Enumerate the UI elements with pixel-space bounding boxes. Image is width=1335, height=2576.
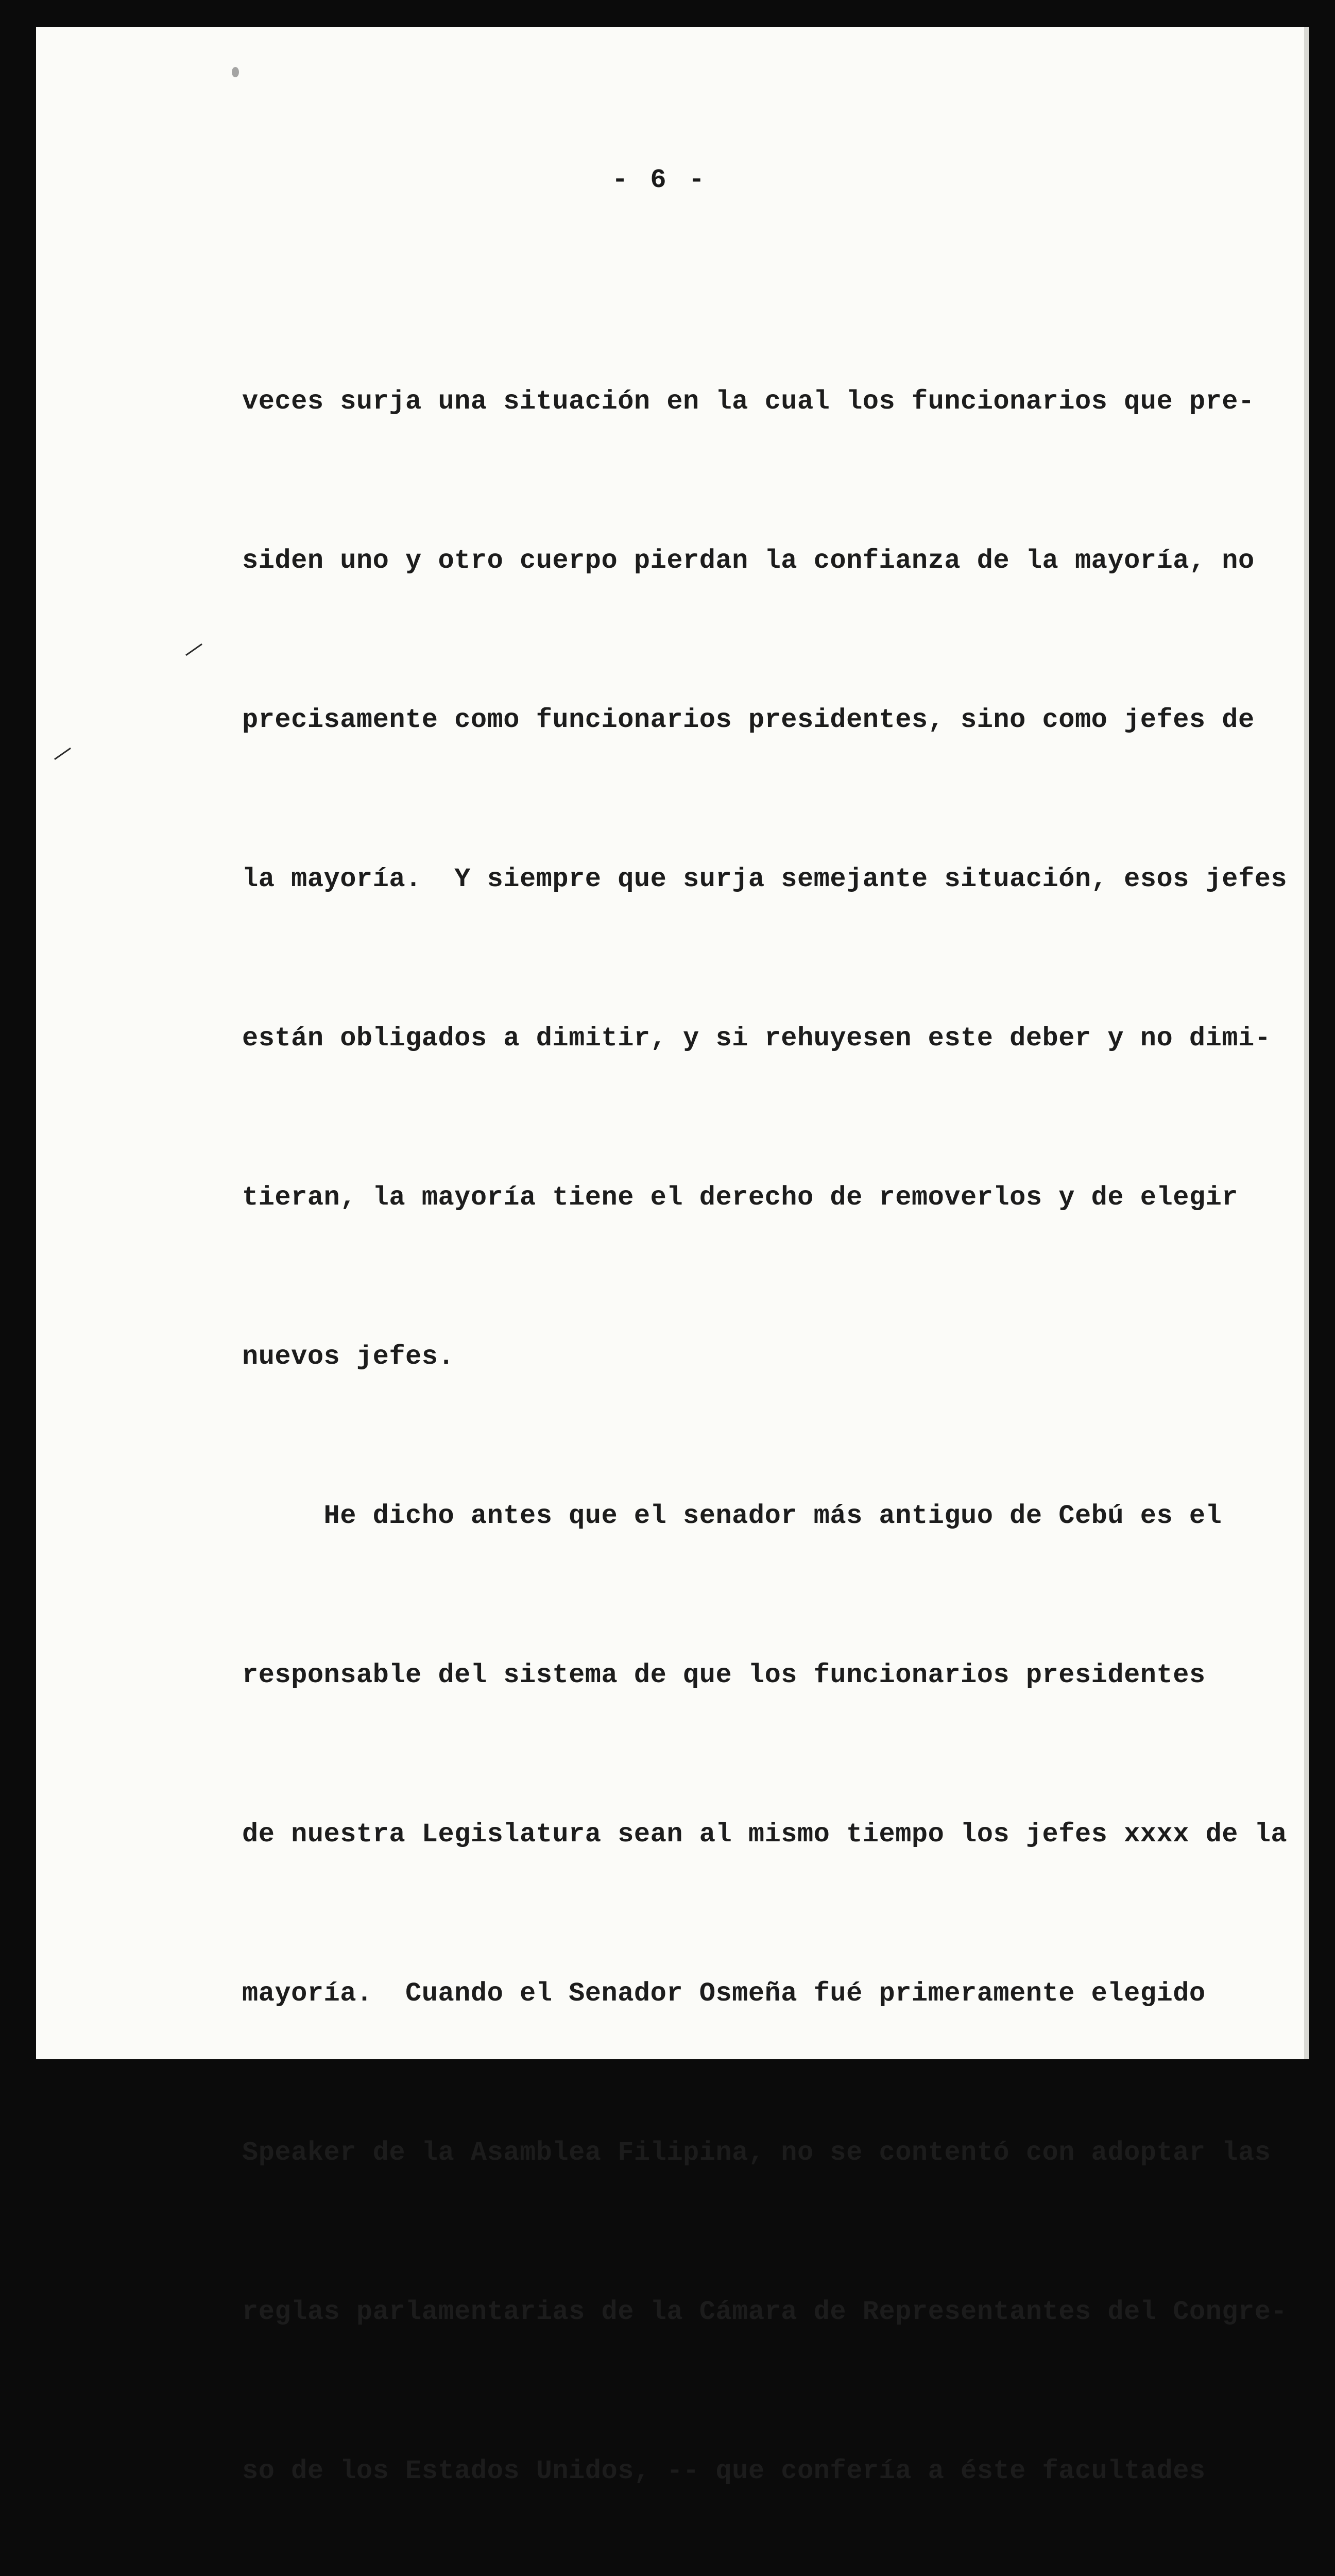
text-line: Speaker de la Asamblea Filipina, no se contentó con adoptar las <box>242 2138 1271 2168</box>
text-line: la mayoría. Y siempre que surja semejante situación, esos jefes <box>242 864 1288 894</box>
text-line: mayoría. Cuando el Senador Osmeña fué primeramente elegido <box>242 1978 1206 2009</box>
margin-mark <box>54 748 71 760</box>
text-line: He dicho antes que el senador más antiguo de Cebú es el <box>242 1501 1222 1531</box>
text-line: tieran, la mayoría tiene el derecho de removerlos y de elegir <box>242 1182 1239 1213</box>
document-body <box>242 269 1303 2576</box>
text-line: están obligados a dimitir, y si rehuyesen este deber y no dimi- <box>242 1023 1271 1054</box>
text-line: veces surja una situación en la cual los funcionarios que pre- <box>242 386 1255 417</box>
text-line: so de los Estados Unidos, -- que confería a éste facultades <box>242 2456 1206 2486</box>
text-line: reglas parlamentarias de la Cámara de Representantes del Congre- <box>242 2297 1288 2327</box>
page-number: - 6 - <box>611 165 708 195</box>
paper-speck <box>232 67 239 77</box>
text-line: nuevos jefes. <box>242 1342 455 1372</box>
document-page <box>36 27 1309 2486</box>
text-line: responsable del sistema de que los funcionarios presidentes <box>242 1660 1206 1690</box>
text-line: siden uno y otro cuerpo pierdan la confianza de la mayoría, no <box>242 546 1255 576</box>
margin-mark <box>185 643 202 656</box>
text-line: de nuestra Legislatura sean al mismo tiempo los jefes xxxx de la <box>242 1819 1288 1850</box>
text-line: precisamente como funcionarios presidentes, sino como jefes de <box>242 705 1255 735</box>
